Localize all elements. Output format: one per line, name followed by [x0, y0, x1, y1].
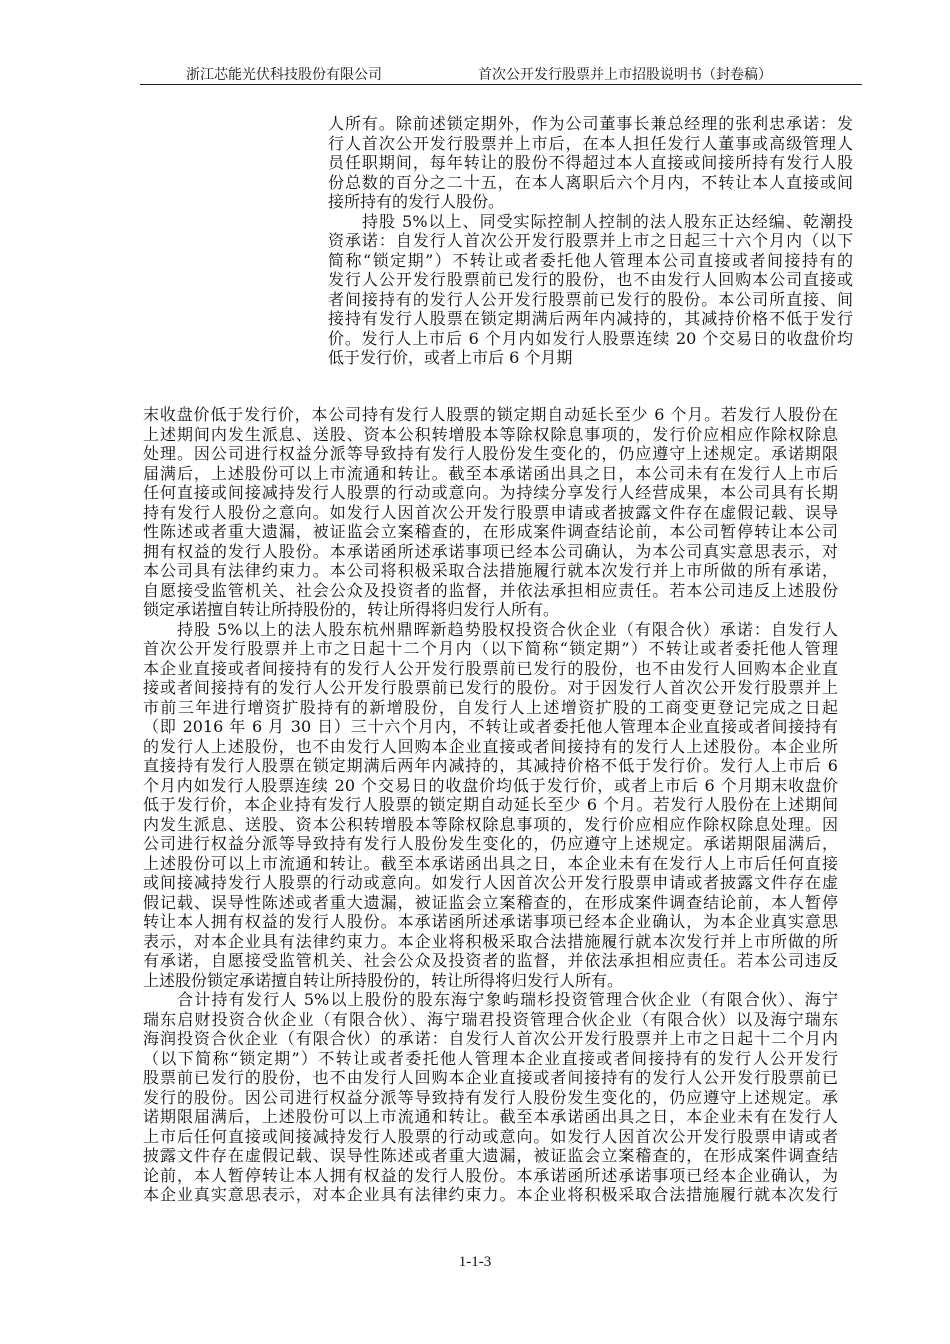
text-line: （即 2016 年 6 月 30 日）三十六个月内，不转让或者委托他人管理本企业直接或者间接持有 [143, 717, 838, 736]
text-line: 论前，本人暂停转让本人拥有权益的发行人股份。本承诺函所述承诺事项已经本企业确认，为 [143, 1165, 838, 1185]
text-line: 本企业真实意思表示，对本企业具有法律约束力。本企业将积极采取合法措施履行就本次发行 [143, 1185, 838, 1204]
paragraph [143, 990, 838, 1205]
text-line: 自愿接受监管机关、社会公众及投资者的监督，并依法承担相应责任。若本公司违反上述股份 [143, 580, 838, 600]
text-line: 本公司具有法律约束力。本公司将积极采取合法措施履行就本次发行并上市所做的所有承诺， [143, 561, 838, 580]
text-line: 者间接持有的发行人公开发行股票前已发行的股份。本公司所直接、间 [328, 289, 853, 309]
paragraph [328, 212, 853, 368]
text-line: 人所有。除前述锁定期外，作为公司董事长兼总经理的张利忠承诺：发 [328, 114, 853, 133]
text-line: 低于发行价，或者上市后 6 个月期 [328, 348, 573, 367]
text-line: 拥有权益的发行人股份。本承诺函所述承诺事项已经本公司确认，为本公司真实意思表示，对 [143, 541, 838, 561]
text-line: 有承诺，自愿接受监管机关、社会公众及投资者的监督，并依法承担相应责任。若本公司违反 [143, 951, 838, 970]
text-line: 上述股份可以上市流通和转让。截至本承诺函出具之日，本企业未有在发行人上市后任何直接 [143, 853, 838, 873]
text-line: 诺期限届满后，上述股份可以上市流通和转让。截至本承诺函出具之日，本企业未有在发行人 [143, 1107, 838, 1126]
text-line: 直接持有发行人股票在锁定期满后两年内减持的，其减持价格不低于发行价。发行人上市后 6 [143, 756, 838, 775]
text-line: 上述股份锁定承诺擅自转让所持股份的，转让所得将归发行人所有。 [143, 970, 624, 990]
text-line: 内发生派息、送股、资本公积转增股本等除权除息事项的，发行价应相应作除权除息处理。因 [143, 814, 838, 834]
text-line: 任何直接或间接减持发行人股票的行动或意向。为持续分享发行人经营成果，本公司具有长期 [143, 483, 838, 502]
text-line: 公司进行权益分派等导致持有发行人股份发生变化的，仍应遵守上述规定。承诺期限届满后， [143, 834, 838, 853]
text-line: （以下简称“锁定期”）不转让或者委托他人管理本企业直接或者间接持有的发行人公开发行 [143, 1048, 838, 1068]
text-line: 上述期间内发生派息、送股、资本公积转增股本等除权除息事项的，发行价应相应作除权除息 [143, 424, 838, 444]
text-line: 本企业直接或者间接持有的发行人公开发行股票前已发行的股份，也不由发行人回购本企业直 [143, 658, 838, 678]
text-line: 接或者间接持有的发行人公开发行股票前已发行的股份。对于因发行人首次公开发行股票并上 [143, 678, 838, 697]
header-divider [140, 84, 862, 85]
text-line: 表示，对本企业具有法律约束力。本企业将积极采取合法措施履行就本次发行并上市所做的所 [143, 931, 838, 951]
text-line: 合计持有发行人 5%以上股份的股东海宁象屿瑞杉投资管理合伙企业（有限合伙）、海宁 [177, 990, 838, 1009]
page-number: 1-1-3 [458, 1254, 492, 1270]
text-line: 瑞东启财投资合伙企业（有限合伙）、海宁瑞君投资管理合伙企业（有限合伙）以及海宁瑞东 [143, 1009, 838, 1029]
body-text-lower [143, 405, 838, 1205]
text-line: 股票前已发行的股份，也不由发行人回购本企业直接或者间接持有的发行人公开发行股票前已 [143, 1068, 838, 1087]
text-line: 价。发行人上市后 6 个月内如发行人股票连续 20 个交易日的收盘价均 [328, 328, 853, 348]
text-line: 海润投资合伙企业（有限合伙）的承诺：自发行人首次公开发行股票并上市之日起十二个月内 [143, 1029, 838, 1048]
text-line: 持有发行人股份之意向。如发行人因首次公开发行股票申请或者披露文件存在虚假记载、误导 [143, 502, 838, 522]
text-line: 低于发行价，本企业持有发行人股票的锁定期自动延长至少 6 个月。若发行人股份在上述期间 [143, 795, 838, 814]
header-document-title: 首次公开发行股票并上市招股说明书（封卷稿） [478, 67, 772, 83]
text-line: 持股 5%以上的法人股东杭州鼎晖新趋势股权投资合伙企业（有限合伙）承诺：自发行人 [177, 619, 838, 639]
paragraph [143, 405, 838, 620]
text-line: 发行人公开发行股票前已发行的股份，也不由发行人回购本公司直接或 [328, 270, 853, 289]
text-line: 行人首次公开发行股票并上市后，在本人担任发行人董事或高级管理人 [328, 133, 853, 153]
paragraph [328, 114, 853, 212]
text-line: 接持有发行人股票在锁定期满后两年内减持的，其减持价格不低于发行 [328, 309, 853, 328]
text-line: 假记载、误导性陈述或者重大遗漏，被证监会立案稽查的，在形成案件调查结论前，本人暂停 [143, 892, 838, 912]
text-line: 份总数的百分之二十五，在本人离职后六个月内，不转让本人直接或间 [328, 172, 853, 192]
text-line: 简称“锁定期”）不转让或者委托他人管理本公司直接或者间接持有的 [328, 250, 853, 270]
text-line: 末收盘价低于发行价，本公司持有发行人股票的锁定期自动延长至少 6 个月。若发行人股份在 [143, 405, 838, 424]
paragraph [143, 620, 838, 991]
header-company-name: 浙江芯能光伏科技股份有限公司 [186, 67, 382, 83]
text-line: 的发行人上述股份，也不由发行人回购本企业直接或者间接持有的发行人上述股份。本企业所 [143, 736, 838, 756]
text-line: 性陈述或者重大遗漏，被证监会立案稽查的，在形成案件调查结论前，本公司暂停转让本公司 [143, 522, 838, 541]
text-line: 资承诺：自发行人首次公开发行股票并上市之日起三十六个月内（以下 [328, 231, 853, 250]
text-line: 接所持有的发行人股份。 [328, 192, 505, 211]
text-line: 市前三年进行增资扩股持有的新增股份，自发行人上述增资扩股的工商变更登记完成之日起 [143, 697, 838, 717]
text-line: 披露文件存在虚假记载、误导性陈述或者重大遗漏，被证监会立案稽查的，在形成案件调查结 [143, 1146, 838, 1165]
text-line: 持股 5%以上、同受实际控制人控制的法人股东正达经编、乾潮投 [362, 211, 853, 231]
text-line: 上市后任何直接或间接减持发行人股票的行动或意向。如发行人因首次公开发行股票申请或者 [143, 1126, 838, 1146]
text-line: 处理。因公司进行权益分派等导致持有发行人股份发生变化的，仍应遵守上述规定。承诺期限 [143, 444, 838, 463]
text-line: 员任职期间，每年转让的股份不得超过本人直接或间接所持有发行人股 [328, 153, 853, 172]
text-line: 首次公开发行股票并上市之日起十二个月内（以下简称“锁定期”）不转让或者委托他人管理 [143, 639, 838, 658]
text-line: 锁定承诺擅自转让所持股份的，转让所得将归发行人所有。 [143, 600, 560, 619]
text-line: 发行的股份。因公司进行权益分派等导致持有发行人股份发生变化的，仍应遵守上述规定。承 [143, 1087, 838, 1107]
text-line: 个月内如发行人股票连续 20 个交易日的收盘价均低于发行价，或者上市后 6 个月期末收盘价 [143, 775, 838, 795]
text-line: 届满后，上述股份可以上市流通和转让。截至本承诺函出具之日，本公司未有在发行人上市后 [143, 463, 838, 483]
body-text-upper [328, 114, 853, 368]
text-line: 转让本人拥有权益的发行人股份。本承诺函所述承诺事项已经本企业确认，为本企业真实意思 [143, 912, 838, 931]
text-line: 或间接减持发行人股票的行动或意向。如发行人因首次公开发行股票申请或者披露文件存在虚 [143, 873, 838, 892]
